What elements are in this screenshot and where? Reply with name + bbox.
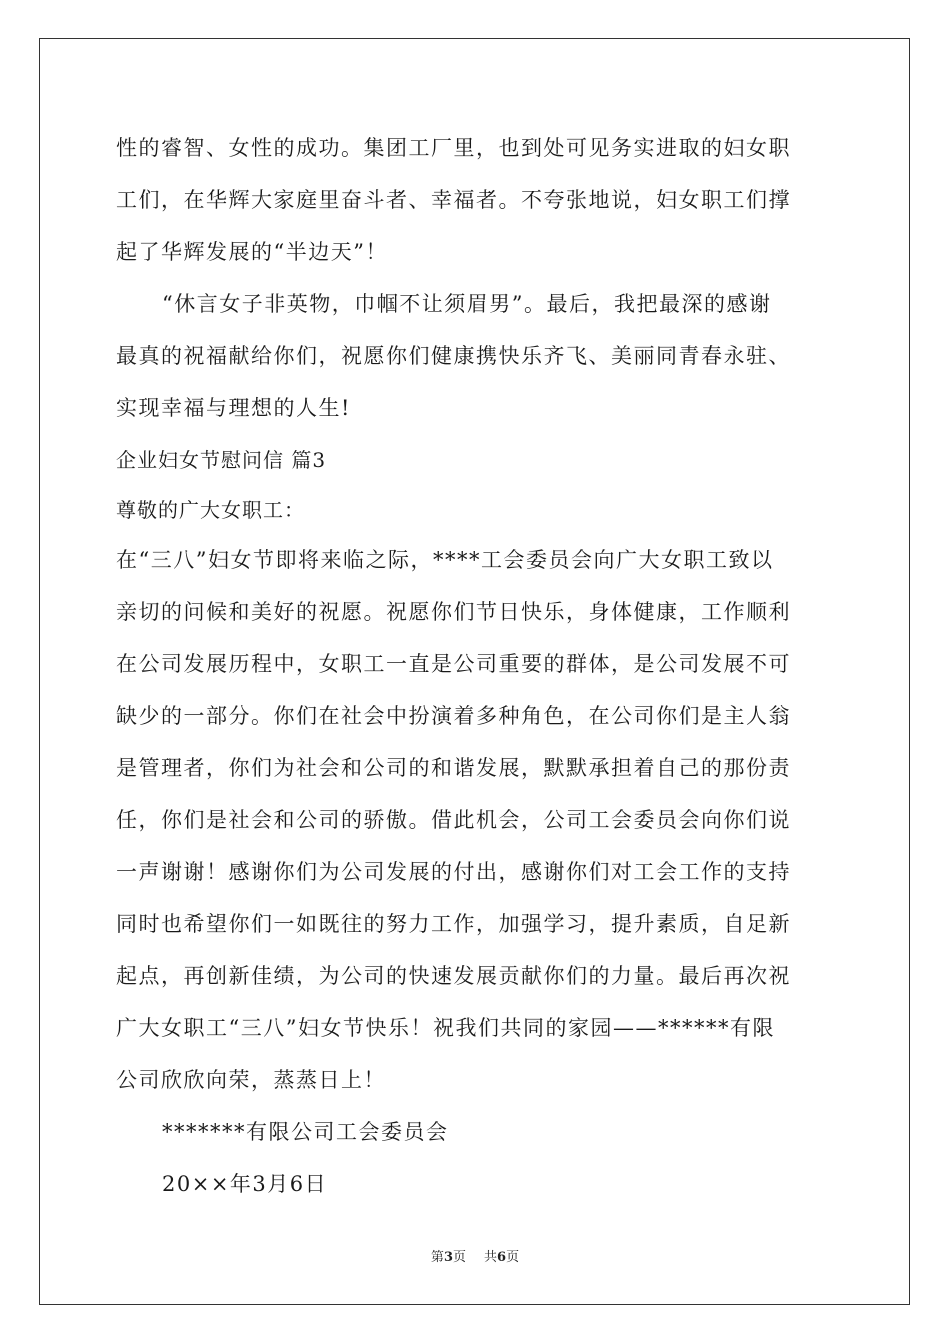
- current-page-number: 3: [443, 1250, 453, 1265]
- salutation: 尊敬的广大女职工：: [116, 498, 305, 522]
- total-prefix: 共: [484, 1250, 498, 1265]
- paragraph-line: 是管理者，你们为社会和公司的和谐发展，默默承担着自己的那份责: [116, 756, 791, 780]
- paragraph-line: 一声谢谢！感谢你们为公司发展的付出，感谢你们对工会工作的支持: [116, 860, 791, 884]
- page-prefix: 第: [430, 1250, 444, 1265]
- paragraph-line: 最真的祝福献给你们，祝愿你们健康携快乐齐飞、美丽同青春永驻、: [116, 344, 791, 368]
- paragraph-line: 在“三八”妇女节即将来临之际，****工会委员会向广大女职工致以: [116, 548, 774, 572]
- total-page-count: 6: [497, 1250, 507, 1265]
- document-body: [116, 128, 836, 1216]
- paragraph-line: 公司欣欣向荣，蒸蒸日上！: [116, 1068, 386, 1092]
- paragraph-line: 在公司发展历程中，女职工一直是公司重要的群体，是公司发展不可: [116, 652, 791, 676]
- page-number-footer: [0, 1246, 950, 1265]
- paragraph-line: 亲切的问候和美好的祝愿。祝愿你们节日快乐，身体健康，工作顺利: [116, 600, 791, 624]
- paragraph-line: 实现幸福与理想的人生!: [116, 396, 351, 420]
- paragraph-line: 工们，在华辉大家庭里奋斗者、幸福者。不夸张地说，妇女职工们撑: [116, 188, 791, 212]
- paragraph-line: 起点，再创新佳绩，为公司的快速发展贡献你们的力量。最后再次祝: [116, 964, 791, 988]
- paragraph-line: “休言女子非英物，巾帼不让须眉男”。最后，我把最深的感谢: [162, 292, 772, 316]
- page-suffix: 页: [452, 1250, 466, 1265]
- paragraph-line: 广大女职工“三八”妇女节快乐！祝我们共同的家园——******有限: [116, 1016, 775, 1040]
- paragraph-line: 起了华辉发展的“半边天”！: [116, 240, 388, 264]
- signature-organization: *******有限公司工会委员会: [162, 1120, 449, 1144]
- paragraph-line: 同时也希望你们一如既往的努力工作，加强学习，提升素质，自足新: [116, 912, 791, 936]
- section-title: 企业妇女节慰问信 篇3: [116, 448, 327, 472]
- signature-date: 20××年3月6日: [162, 1172, 328, 1196]
- paragraph-line: 任，你们是社会和公司的骄傲。借此机会，公司工会委员会向你们说: [116, 808, 791, 832]
- paragraph-line: 性的睿智、女性的成功。集团工厂里，也到处可见务实进取的妇女职: [116, 136, 791, 160]
- paragraph-line: 缺少的一部分。你们在社会中扮演着多种角色，在公司你们是主人翁: [116, 704, 791, 728]
- total-suffix: 页: [506, 1250, 520, 1265]
